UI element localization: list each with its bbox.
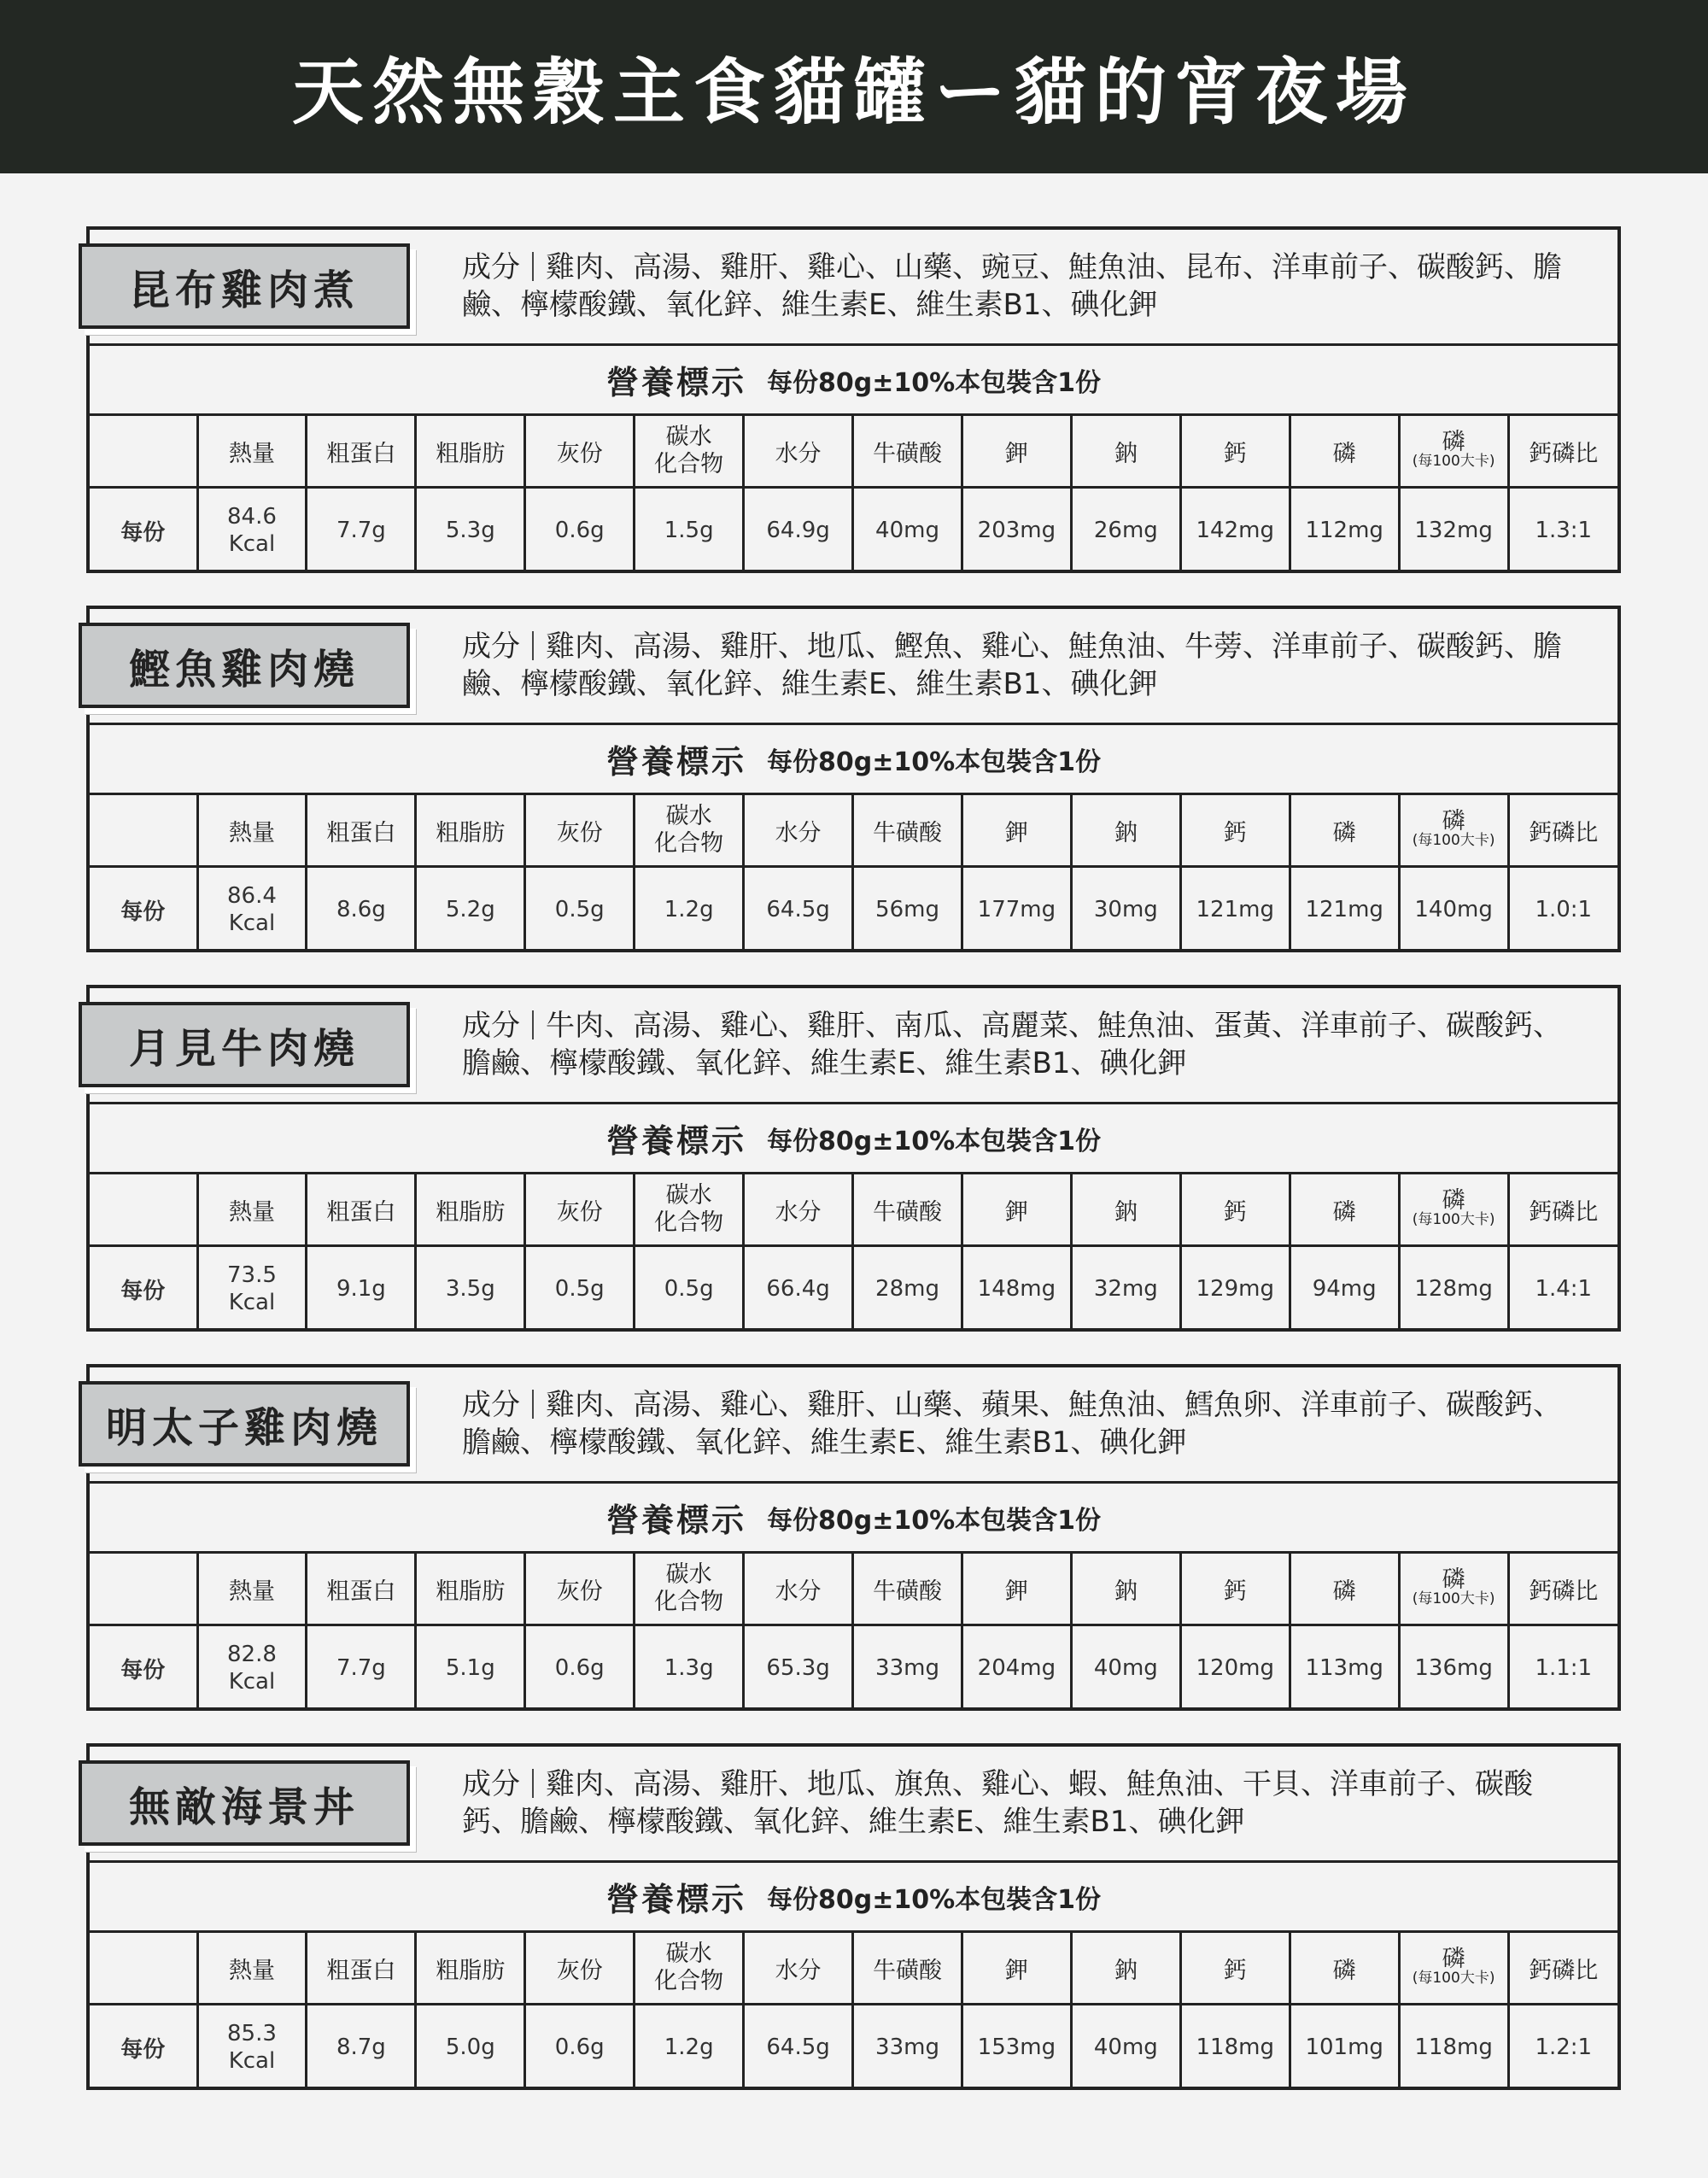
cell-fat: 3.5g (416, 1246, 525, 1332)
cell-carb: 0.5g (635, 1246, 744, 1332)
cell-phos100: 118mg (1399, 2005, 1508, 2090)
header-blank (90, 1554, 197, 1625)
header-protein: 粗蛋白 (307, 795, 416, 867)
serving-info: 每份80g±10%本包裝含1份 (766, 367, 1102, 398)
separator (532, 1390, 534, 1419)
header-potassium: 鉀 (962, 1174, 1071, 1246)
header-protein: 粗蛋白 (307, 1174, 416, 1246)
header-sodium: 鈉 (1071, 795, 1180, 867)
row-label: 每份 (90, 1625, 197, 1711)
cell-ash: 0.6g (525, 1625, 635, 1711)
table-row (90, 867, 1617, 952)
header-potassium: 鉀 (962, 795, 1071, 867)
header-potassium: 鉀 (962, 1554, 1071, 1625)
product-name-box (79, 1002, 410, 1087)
cell-moisture: 64.5g (744, 867, 853, 952)
header-calcium: 鈣 (1180, 1933, 1290, 2005)
nutrition-title: 營養標示 (605, 364, 746, 401)
ingredients-label: 成分 (462, 1767, 520, 1801)
product-card (86, 226, 1621, 573)
header-ratio: 鈣磷比 (1508, 795, 1617, 867)
header-protein: 粗蛋白 (307, 1554, 416, 1625)
header-calcium: 鈣 (1180, 416, 1290, 488)
cell-ratio: 1.3:1 (1508, 488, 1617, 573)
header-calcium: 鈣 (1180, 1554, 1290, 1625)
header-moisture: 水分 (744, 795, 853, 867)
cell-potassium: 177mg (962, 867, 1071, 952)
product-card (86, 606, 1621, 952)
cell-potassium: 148mg (962, 1246, 1071, 1332)
cell-sodium: 30mg (1071, 867, 1180, 952)
cell-sodium: 40mg (1071, 2005, 1180, 2090)
header-calories: 熱量 (197, 1933, 307, 2005)
separator (532, 1769, 534, 1798)
header-taurine: 牛磺酸 (853, 416, 962, 488)
product-header (90, 230, 1617, 346)
cell-ratio: 1.0:1 (1508, 867, 1617, 952)
cell-phosphorus: 121mg (1290, 867, 1399, 952)
cell-phosphorus: 113mg (1290, 1625, 1399, 1711)
cell-potassium: 203mg (962, 488, 1071, 573)
ingredients-text (462, 1765, 1585, 1841)
product-name-box (79, 623, 410, 708)
ingredients-list: 牛肉、高湯、雞心、雞肝、南瓜、高麗菜、鮭魚油、蛋黃、洋車前子、碳酸鈣、膽鹼、檸檬酸鐵、氧化鋅、維生素E、維生素B1、碘化鉀 (462, 1009, 1562, 1080)
product-card (86, 1364, 1621, 1711)
cell-sodium: 26mg (1071, 488, 1180, 573)
cell-calcium: 142mg (1180, 488, 1290, 573)
header-calcium: 鈣 (1180, 1174, 1290, 1246)
cell-phosphorus: 112mg (1290, 488, 1399, 573)
header-phos100: 磷 (每100大卡) (1399, 1554, 1508, 1625)
cell-moisture: 65.3g (744, 1625, 853, 1711)
header-phosphorus: 磷 (1290, 1174, 1399, 1246)
cell-protein: 7.7g (307, 488, 416, 573)
cell-calcium: 129mg (1180, 1246, 1290, 1332)
header-blank (90, 1933, 197, 2005)
cell-fat: 5.2g (416, 867, 525, 952)
header-sodium: 鈉 (1071, 416, 1180, 488)
header-phos100: 磷 (每100大卡) (1399, 1933, 1508, 2005)
cell-calcium: 120mg (1180, 1625, 1290, 1711)
table-row (90, 1246, 1617, 1332)
ingredients-list: 雞肉、高湯、雞肝、地瓜、鰹魚、雞心、鮭魚油、牛蒡、洋車前子、碳酸鈣、膽鹼、檸檬酸鐵、氧化鋅、維生素E、維生素B1、碘化鉀 (462, 629, 1562, 701)
cell-sodium: 40mg (1071, 1625, 1180, 1711)
header-calories: 熱量 (197, 1174, 307, 1246)
nutrition-table (90, 795, 1617, 951)
cell-taurine: 40mg (853, 488, 962, 573)
nutrition-title: 營養標示 (605, 1502, 746, 1539)
header-taurine: 牛磺酸 (853, 795, 962, 867)
header-ratio: 鈣磷比 (1508, 1554, 1617, 1625)
product-name: 鰹魚雞肉燒 (128, 645, 360, 694)
page-title: 天然無穀主食貓罐ー貓的宵夜場 (291, 50, 1416, 134)
ingredients-text (462, 628, 1585, 703)
nutrition-table (90, 1554, 1617, 1710)
table-header-row (90, 1933, 1617, 2005)
ingredients-text (462, 1007, 1585, 1082)
header-moisture: 水分 (744, 416, 853, 488)
header-ash: 灰份 (525, 1933, 635, 2005)
header-carb: 碳水 化合物 (635, 795, 744, 867)
table-row (90, 1625, 1617, 1711)
ingredients-list: 雞肉、高湯、雞肝、地瓜、旗魚、雞心、蝦、鮭魚油、干貝、洋車前子、碳酸鈣、膽鹼、檸檬酸鐵、氧化鋅、維生素E、維生素B1、碘化鉀 (462, 1767, 1533, 1839)
row-label: 每份 (90, 867, 197, 952)
header-protein: 粗蛋白 (307, 1933, 416, 2005)
cell-moisture: 64.5g (744, 2005, 853, 2090)
product-header (90, 609, 1617, 725)
header-carb: 碳水 化合物 (635, 1174, 744, 1246)
cell-calcium: 118mg (1180, 2005, 1290, 2090)
cell-calories: 82.8 Kcal (197, 1625, 307, 1711)
header-carb: 碳水 化合物 (635, 416, 744, 488)
header-fat: 粗脂肪 (416, 1933, 525, 2005)
separator (532, 1010, 534, 1039)
product-card (86, 1743, 1621, 2090)
nutrition-table (90, 1174, 1617, 1331)
product-name: 昆布雞肉煮 (128, 266, 360, 314)
cell-phos100: 140mg (1399, 867, 1508, 952)
cell-carb: 1.2g (635, 2005, 744, 2090)
header-blank (90, 1174, 197, 1246)
header-phosphorus: 磷 (1290, 416, 1399, 488)
serving-info: 每份80g±10%本包裝含1份 (766, 1884, 1102, 1915)
cell-ratio: 1.2:1 (1508, 2005, 1617, 2090)
cell-calories: 85.3 Kcal (197, 2005, 307, 2090)
cell-phosphorus: 94mg (1290, 1246, 1399, 1332)
cell-calcium: 121mg (1180, 867, 1290, 952)
product-name-box (79, 1760, 410, 1846)
header-calories: 熱量 (197, 416, 307, 488)
row-label: 每份 (90, 2005, 197, 2090)
header-taurine: 牛磺酸 (853, 1174, 962, 1246)
nutrition-table (90, 1933, 1617, 2089)
header-calcium: 鈣 (1180, 795, 1290, 867)
header-ratio: 鈣磷比 (1508, 1933, 1617, 2005)
header-taurine: 牛磺酸 (853, 1554, 962, 1625)
cell-moisture: 64.9g (744, 488, 853, 573)
cell-sodium: 32mg (1071, 1246, 1180, 1332)
nutrition-bar (90, 1104, 1617, 1174)
cell-calories: 73.5 Kcal (197, 1246, 307, 1332)
header-carb: 碳水 化合物 (635, 1554, 744, 1625)
header-fat: 粗脂肪 (416, 795, 525, 867)
cell-fat: 5.0g (416, 2005, 525, 2090)
header-moisture: 水分 (744, 1174, 853, 1246)
table-header-row (90, 795, 1617, 867)
product-name-box (79, 243, 410, 329)
table-header-row (90, 416, 1617, 488)
header-sodium: 鈉 (1071, 1933, 1180, 2005)
cell-ratio: 1.1:1 (1508, 1625, 1617, 1711)
cell-phosphorus: 101mg (1290, 2005, 1399, 2090)
cell-ash: 0.6g (525, 488, 635, 573)
header-taurine: 牛磺酸 (853, 1933, 962, 2005)
cell-potassium: 153mg (962, 2005, 1071, 2090)
header-ratio: 鈣磷比 (1508, 416, 1617, 488)
nutrition-table (90, 416, 1617, 572)
header-ash: 灰份 (525, 795, 635, 867)
cell-ratio: 1.4:1 (1508, 1246, 1617, 1332)
table-row (90, 488, 1617, 573)
cell-taurine: 56mg (853, 867, 962, 952)
cell-protein: 9.1g (307, 1246, 416, 1332)
serving-info: 每份80g±10%本包裝含1份 (766, 746, 1102, 777)
header-ash: 灰份 (525, 1174, 635, 1246)
cell-calories: 86.4 Kcal (197, 867, 307, 952)
product-name: 月見牛肉燒 (128, 1024, 360, 1073)
cell-protein: 8.7g (307, 2005, 416, 2090)
header-protein: 粗蛋白 (307, 416, 416, 488)
cell-protein: 8.6g (307, 867, 416, 952)
ingredients-list: 雞肉、高湯、雞肝、雞心、山藥、豌豆、鮭魚油、昆布、洋車前子、碳酸鈣、膽鹼、檸檬酸鐵、氧化鋅、維生素E、維生素B1、碘化鉀 (462, 250, 1562, 322)
product-name: 明太子雞肉燒 (105, 1403, 383, 1452)
product-name-box (79, 1381, 410, 1467)
cell-protein: 7.7g (307, 1625, 416, 1711)
serving-info: 每份80g±10%本包裝含1份 (766, 1126, 1102, 1156)
table-row (90, 2005, 1617, 2090)
header-fat: 粗脂肪 (416, 1554, 525, 1625)
ingredients-text (462, 1386, 1585, 1461)
header-moisture: 水分 (744, 1554, 853, 1625)
row-label: 每份 (90, 488, 197, 573)
cell-taurine: 28mg (853, 1246, 962, 1332)
header-sodium: 鈉 (1071, 1554, 1180, 1625)
ingredients-text (462, 249, 1585, 324)
nutrition-title: 營養標示 (605, 1881, 746, 1918)
product-header (90, 988, 1617, 1104)
product-card (86, 985, 1621, 1332)
header-calories: 熱量 (197, 795, 307, 867)
cell-fat: 5.1g (416, 1625, 525, 1711)
nutrition-bar (90, 1863, 1617, 1933)
nutrition-title: 營養標示 (605, 1122, 746, 1160)
ingredients-label: 成分 (462, 250, 520, 284)
header-phosphorus: 磷 (1290, 1554, 1399, 1625)
ingredients-label: 成分 (462, 1388, 520, 1422)
header-ratio: 鈣磷比 (1508, 1174, 1617, 1246)
header-ash: 灰份 (525, 416, 635, 488)
cell-ash: 0.6g (525, 2005, 635, 2090)
cell-carb: 1.5g (635, 488, 744, 573)
header-phos100: 磷 (每100大卡) (1399, 795, 1508, 867)
table-header-row (90, 1174, 1617, 1246)
cell-phos100: 128mg (1399, 1246, 1508, 1332)
product-header (90, 1367, 1617, 1484)
nutrition-bar (90, 725, 1617, 795)
page-header (0, 0, 1708, 173)
header-phos100: 磷 (每100大卡) (1399, 416, 1508, 488)
header-moisture: 水分 (744, 1933, 853, 2005)
product-name: 無敵海景丼 (128, 1783, 360, 1831)
ingredients-list: 雞肉、高湯、雞心、雞肝、山藥、蘋果、鮭魚油、鱈魚卵、洋車前子、碳酸鈣、膽鹼、檸檬酸鐵、氧化鋅、維生素E、維生素B1、碘化鉀 (462, 1388, 1562, 1460)
header-ash: 灰份 (525, 1554, 635, 1625)
header-phosphorus: 磷 (1290, 795, 1399, 867)
header-phosphorus: 磷 (1290, 1933, 1399, 2005)
header-fat: 粗脂肪 (416, 1174, 525, 1246)
header-sodium: 鈉 (1071, 1174, 1180, 1246)
cell-calories: 84.6 Kcal (197, 488, 307, 573)
header-blank (90, 416, 197, 488)
product-header (90, 1747, 1617, 1863)
cell-taurine: 33mg (853, 2005, 962, 2090)
cell-ash: 0.5g (525, 867, 635, 952)
header-potassium: 鉀 (962, 1933, 1071, 2005)
cell-ash: 0.5g (525, 1246, 635, 1332)
separator (532, 631, 534, 660)
cell-phos100: 136mg (1399, 1625, 1508, 1711)
separator (532, 252, 534, 281)
cell-moisture: 66.4g (744, 1246, 853, 1332)
cell-fat: 5.3g (416, 488, 525, 573)
row-label: 每份 (90, 1246, 197, 1332)
header-calories: 熱量 (197, 1554, 307, 1625)
nutrition-bar (90, 1484, 1617, 1554)
cell-carb: 1.3g (635, 1625, 744, 1711)
nutrition-bar (90, 346, 1617, 416)
header-potassium: 鉀 (962, 416, 1071, 488)
header-phos100: 磷 (每100大卡) (1399, 1174, 1508, 1246)
ingredients-label: 成分 (462, 629, 520, 664)
header-carb: 碳水 化合物 (635, 1933, 744, 2005)
ingredients-label: 成分 (462, 1009, 520, 1043)
nutrition-title: 營養標示 (605, 743, 746, 781)
cell-potassium: 204mg (962, 1625, 1071, 1711)
table-header-row (90, 1554, 1617, 1625)
header-fat: 粗脂肪 (416, 416, 525, 488)
serving-info: 每份80g±10%本包裝含1份 (766, 1505, 1102, 1536)
cell-taurine: 33mg (853, 1625, 962, 1711)
header-blank (90, 795, 197, 867)
cell-phos100: 132mg (1399, 488, 1508, 573)
cell-carb: 1.2g (635, 867, 744, 952)
